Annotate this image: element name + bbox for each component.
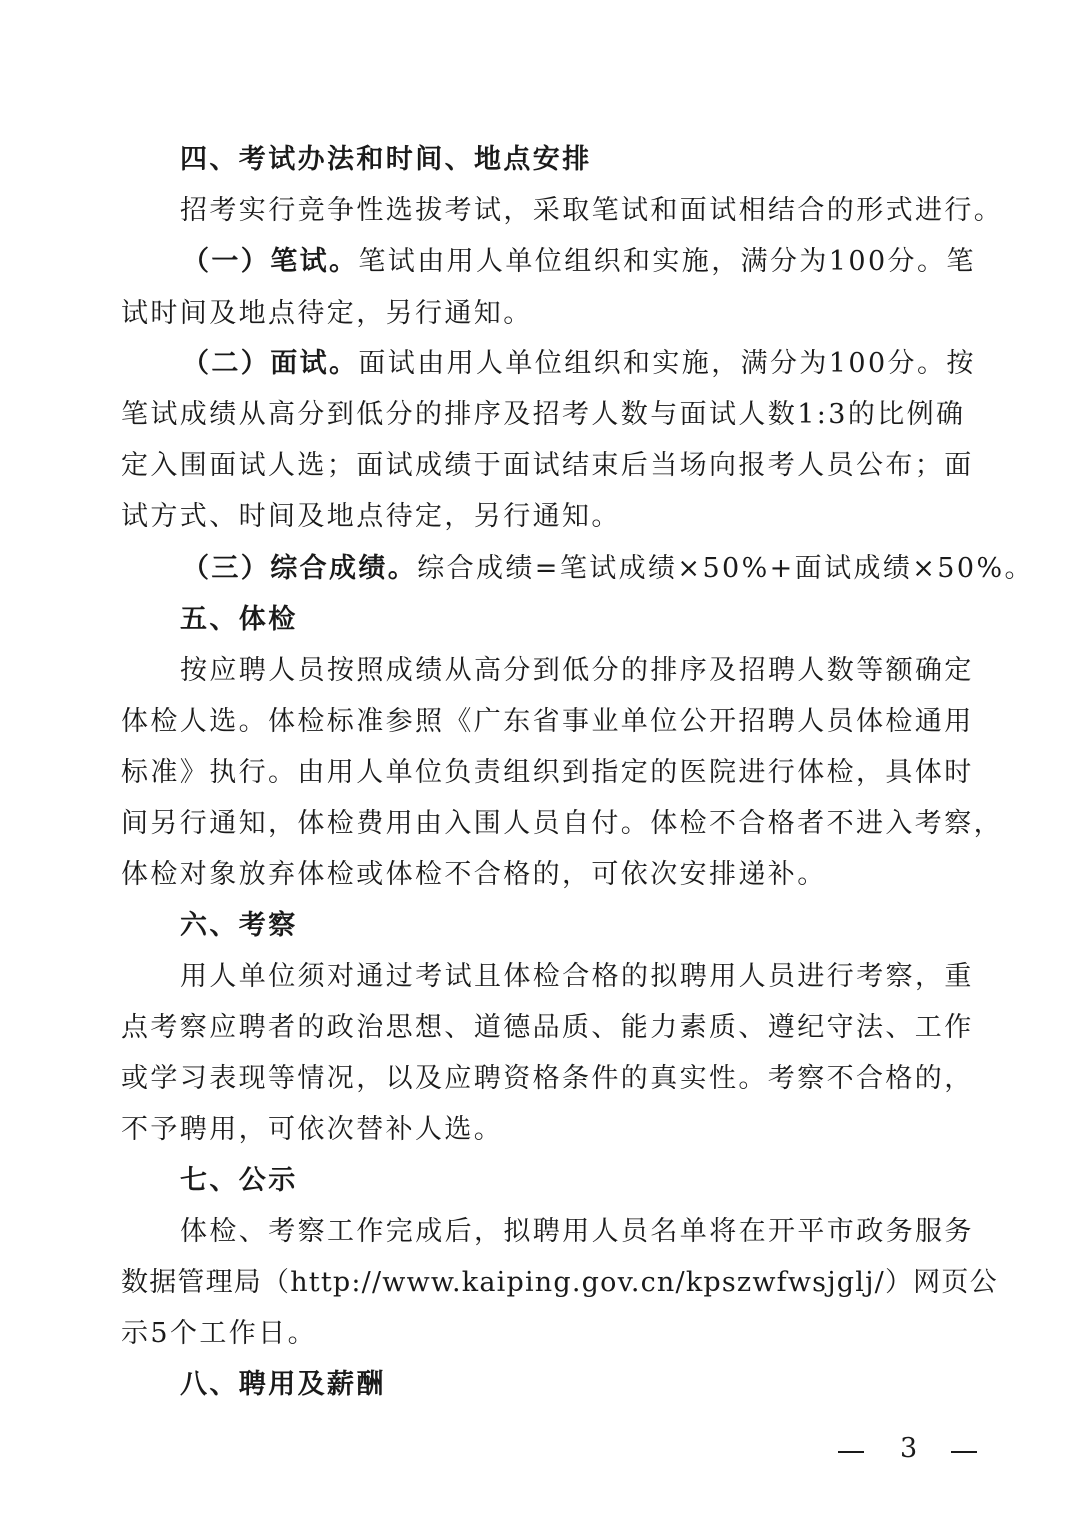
total-score-label: （三）综合成绩。 xyxy=(182,553,418,584)
paragraph-line: 笔试由用人单位组织和实施，满分为100分。笔 xyxy=(358,246,976,277)
interview-label: （二）面试。 xyxy=(182,348,359,379)
paragraph-line: 不予聘用，可依次替补人选。 xyxy=(121,1114,504,1145)
page-number: 3 xyxy=(900,1433,918,1464)
page-number-dash-right xyxy=(951,1451,977,1453)
paragraph-interview xyxy=(0,346,1080,382)
paragraph-line: 体检人选。体检标准参照《广东省事业单位公开招聘人员体检通用 xyxy=(121,706,974,737)
section-heading-inspection: 六、考察 xyxy=(180,910,298,941)
paragraph-line: 数据管理局（http://www.kaiping.gov.cn/kpszwfwsjglj/）网页公 xyxy=(121,1267,998,1298)
paragraph-line: 用人单位须对通过考试且体检合格的拟聘用人员进行考察，重 xyxy=(180,961,974,992)
section-heading-physical: 五、体检 xyxy=(180,604,298,635)
paragraph-line: 试方式、时间及地点待定，另行通知。 xyxy=(121,501,621,532)
paragraph-line: 体检对象放弃体检或体检不合格的，可依次安排递补。 xyxy=(121,859,827,890)
paragraph-line: 综合成绩=笔试成绩×50%+面试成绩×50%。 xyxy=(417,553,1034,584)
paragraph-line: 体检、考察工作完成后，拟聘用人员名单将在开平市政务服务 xyxy=(180,1216,974,1247)
paragraph-line: 间另行通知，体检费用由入围人员自付。体检不合格者不进入考察， xyxy=(121,808,1003,839)
paragraph-line: 招考实行竞争性选拔考试，采取笔试和面试相结合的形式进行。 xyxy=(180,195,1004,226)
paragraph-line: 点考察应聘者的政治思想、道德品质、能力素质、遵纪守法、工作 xyxy=(121,1012,974,1043)
paragraph-total-score xyxy=(0,551,1080,587)
paragraph-line: 按应聘人员按照成绩从高分到低分的排序及招聘人数等额确定 xyxy=(180,655,974,686)
paragraph-line: 或学习表现等情况，以及应聘资格条件的真实性。考察不合格的， xyxy=(121,1063,974,1094)
written-exam-label: （一）笔试。 xyxy=(182,246,359,277)
section-heading-exam: 四、考试办法和时间、地点安排 xyxy=(180,144,592,175)
paragraph-written-exam xyxy=(0,244,1080,280)
section-heading-employment: 八、聘用及薪酬 xyxy=(180,1369,386,1400)
paragraph-line: 面试由用人单位组织和实施，满分为100分。按 xyxy=(358,348,976,379)
paragraph-line: 定入围面试人选；面试成绩于面试结束后当场向报考人员公布；面 xyxy=(121,450,974,481)
paragraph-line: 示5个工作日。 xyxy=(121,1318,317,1349)
paragraph-line: 标准》执行。由用人单位负责组织到指定的医院进行体检，具体时 xyxy=(121,757,974,788)
paragraph-line: 笔试成绩从高分到低分的排序及招考人数与面试人数1:3的比例确 xyxy=(121,399,966,430)
section-heading-publicity: 七、公示 xyxy=(180,1165,298,1196)
paragraph-line: 试时间及地点待定，另行通知。 xyxy=(121,298,533,329)
page-number-dash-left xyxy=(838,1451,864,1453)
